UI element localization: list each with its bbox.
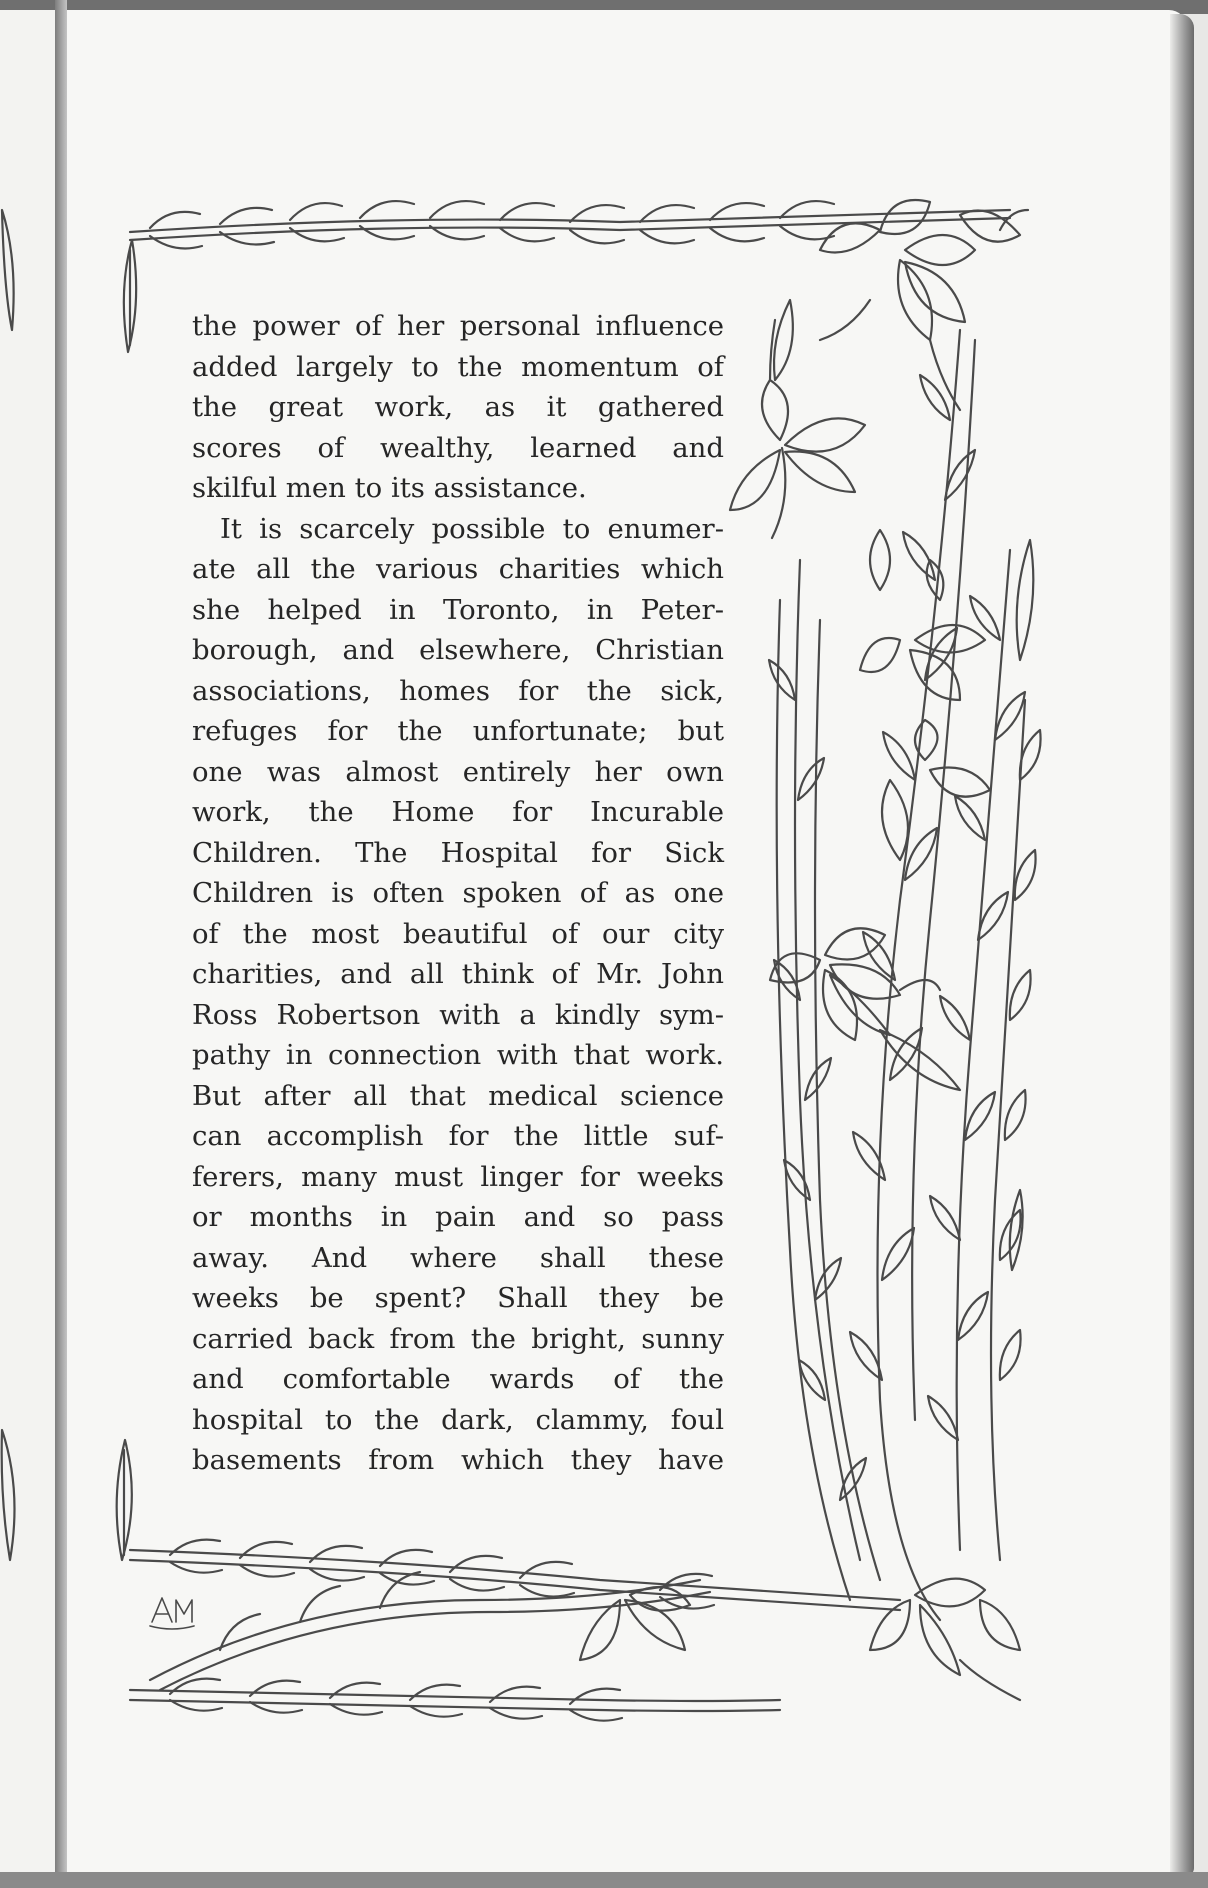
text-line: away. And where shall these [192, 1241, 724, 1274]
text-line: work, the Home for Incurable [192, 796, 724, 828]
text-line: carried back from the bright, sunny [192, 1322, 724, 1355]
text-line: ate all the various charities which [192, 553, 724, 585]
text-line: and comfortable wards of the [192, 1363, 724, 1395]
text-line: hospital to the dark, clammy, foul [192, 1403, 724, 1436]
text-line: borough, and elsewhere, Christian [192, 634, 724, 666]
text-line: added largely to the momentum of [192, 350, 724, 383]
text-line: ferers, many must linger for weeks [192, 1160, 724, 1193]
text-line: the great work, as it gathered [192, 391, 724, 423]
text-line: or months in pain and so pass [192, 1201, 724, 1233]
text-line: pathy in connection with that work. [192, 1039, 724, 1071]
leaf-pattern [769, 375, 1041, 1500]
text-line: refuges for the unfortunate; but [192, 715, 724, 747]
vine-column-right [777, 330, 1025, 1620]
text-line: associations, homes for the sick, [192, 674, 724, 707]
paragraph-2 [192, 509, 724, 1481]
text-line: Children. The Hospital for Sick [192, 836, 724, 869]
text-line: Ross Robertson with a kindly sym- [192, 998, 724, 1031]
text-line: one was almost entirely her own [192, 755, 724, 788]
text-line: she helped in Toronto, in Peter- [192, 593, 724, 626]
body-text [192, 306, 724, 1481]
text-line: the power of her personal influence [192, 310, 724, 342]
paragraph-1 [192, 306, 724, 509]
bottom-vine-border [117, 1440, 1020, 1721]
text-line: of the most beautiful of our city [192, 917, 724, 950]
text-line: can accomplish for the little suf- [192, 1120, 724, 1152]
text-line: But after all that medical science [192, 1079, 724, 1112]
text-line: basements from which they have [192, 1444, 724, 1476]
text-line: weeks be spent? Shall they be [192, 1282, 724, 1314]
monogram-icon [150, 1598, 194, 1629]
text-line: scores of wealthy, learned and [192, 431, 724, 464]
facing-page-leaf-icon [2, 210, 15, 1560]
text-line: charities, and all think of Mr. John [192, 958, 724, 990]
lily-blossom-left-icon [730, 300, 865, 538]
text-line: skilful men to its assistance. [192, 472, 587, 504]
text-line: Children is often spoken of as one [192, 877, 724, 909]
text-line: It is scarcely possible to enumer- [220, 512, 724, 545]
